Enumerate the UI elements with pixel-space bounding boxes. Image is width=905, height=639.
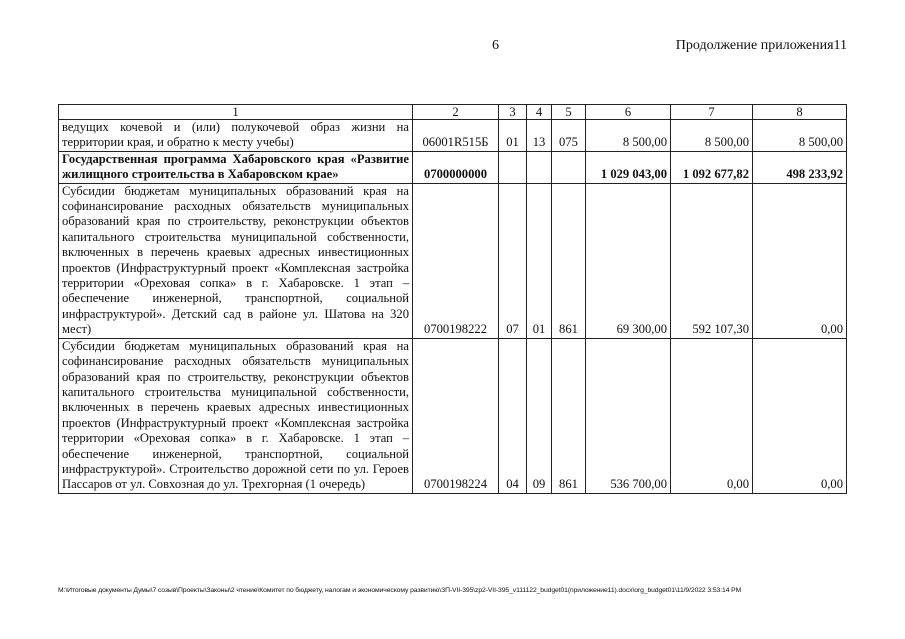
subsection-code bbox=[527, 151, 552, 183]
section-code: 07 bbox=[499, 183, 527, 338]
appendix-continuation-label: Продолжение приложения11 bbox=[675, 38, 847, 53]
table-row-program bbox=[59, 151, 847, 183]
table-row bbox=[59, 120, 847, 152]
document-file-path-footer: M:\Итоговые документы Думы\7 созыв\Проекты\Законы\2 чтение\Комитет по бюджету, налогам и экономическому развитию\ЗП-VII-395\zp2-VII-395_v111122_budget01(приложение11).docx\org_budget01\11/9/2022 3:53:14 PM bbox=[58, 587, 742, 594]
column-header: 4 bbox=[527, 105, 552, 120]
page-number: 6 bbox=[492, 38, 499, 53]
column-header: 3 bbox=[499, 105, 527, 120]
target-article-code: 06001R515Б bbox=[413, 120, 499, 152]
amount-col6: 1 029 043,00 bbox=[586, 151, 671, 183]
amount-col8: 0,00 bbox=[753, 183, 847, 338]
table-header-row bbox=[59, 105, 847, 120]
target-article-code: 0700000000 bbox=[413, 151, 499, 183]
expense-type-code bbox=[552, 151, 586, 183]
expense-type-code: 075 bbox=[552, 120, 586, 152]
row-description: Государственная программа Хабаровского края «Развитие жилищного строительства в Хабаровском крае» bbox=[59, 151, 413, 183]
expense-type-code: 861 bbox=[552, 183, 586, 338]
section-code bbox=[499, 151, 527, 183]
target-article-code: 0700198224 bbox=[413, 338, 499, 493]
row-description: Субсидии бюджетам муниципальных образований края на софинансирование расходных обязательств муниципальных образований края по строительству, реконструкции объектов капитального строительства муниципальной собственности, включенных в перечень краевых адресных инвестиционных проектов (Инфраструктурный проект «Комплексная застройка территории «Ореховая сопка» в г. Хабаровске. 1 этап – обеспечение инженерной, транспортной, социальной инфраструктурой». Детский сад в районе ул. Шатова на 320 мест) bbox=[59, 183, 413, 338]
budget-table bbox=[58, 104, 847, 494]
amount-col6: 536 700,00 bbox=[586, 338, 671, 493]
section-code: 01 bbox=[499, 120, 527, 152]
table-row bbox=[59, 183, 847, 338]
amount-col8: 8 500,00 bbox=[753, 120, 847, 152]
target-article-code: 0700198222 bbox=[413, 183, 499, 338]
amount-col7: 592 107,30 bbox=[671, 183, 753, 338]
amount-col7: 0,00 bbox=[671, 338, 753, 493]
subsection-code: 09 bbox=[527, 338, 552, 493]
column-header: 5 bbox=[552, 105, 586, 120]
expense-type-code: 861 bbox=[552, 338, 586, 493]
table-row bbox=[59, 338, 847, 493]
row-description: Субсидии бюджетам муниципальных образований края на софинансирование расходных обязательств муниципальных образований края по строительству, реконструкции объектов капитального строительства муниципальной собственности, включенных в перечень краевых адресных инвестиционных проектов (Инфраструктурный проект «Комплексная застройка территории «Ореховая сопка» в г. Хабаровске. 1 этап – обеспечение инженерной, транспортной, социальной инфраструктурой». Строительство дорожной сети по ул. Героев Пассаров от ул. Совхозная до ул. Трехгорная (1 очередь) bbox=[59, 338, 413, 493]
column-header: 1 bbox=[59, 105, 413, 120]
amount-col7: 8 500,00 bbox=[671, 120, 753, 152]
column-header: 2 bbox=[413, 105, 499, 120]
amount-col8: 498 233,92 bbox=[753, 151, 847, 183]
column-header: 6 bbox=[586, 105, 671, 120]
amount-col7: 1 092 677,82 bbox=[671, 151, 753, 183]
column-header: 7 bbox=[671, 105, 753, 120]
subsection-code: 13 bbox=[527, 120, 552, 152]
column-header: 8 bbox=[753, 105, 847, 120]
amount-col6: 8 500,00 bbox=[586, 120, 671, 152]
subsection-code: 01 bbox=[527, 183, 552, 338]
row-description: ведущих кочевой и (или) полукочевой образ жизни на территории края, и обратно к месту учебы) bbox=[59, 120, 413, 152]
amount-col6: 69 300,00 bbox=[586, 183, 671, 338]
amount-col8: 0,00 bbox=[753, 338, 847, 493]
section-code: 04 bbox=[499, 338, 527, 493]
